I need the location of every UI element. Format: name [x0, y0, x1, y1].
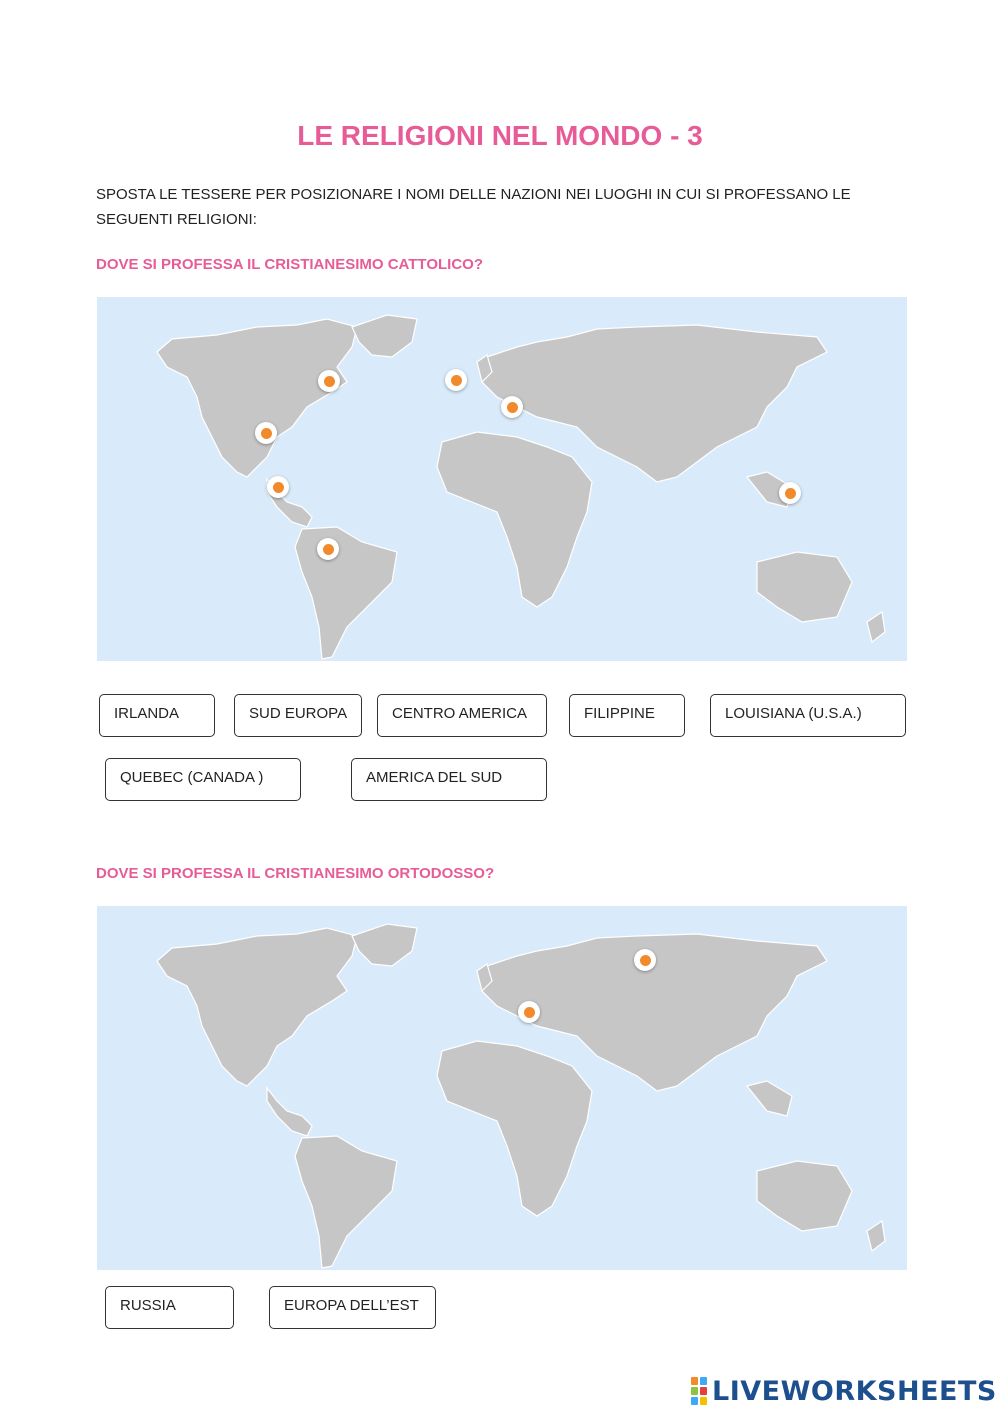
map-pin-louisiana[interactable]: [255, 422, 277, 444]
tile-irlanda[interactable]: IRLANDA: [99, 694, 215, 737]
map-pin-central-america[interactable]: [267, 476, 289, 498]
pin-dot-icon: [451, 375, 462, 386]
pin-dot-icon: [507, 402, 518, 413]
liveworksheets-logo: [690, 1374, 997, 1408]
tile-russia[interactable]: RUSSIA: [105, 1286, 234, 1329]
world-map-catholic: [97, 297, 907, 661]
pin-dot-icon: [524, 1007, 535, 1018]
map-pin-quebec[interactable]: [318, 370, 340, 392]
map-pin-eastern-europe[interactable]: [518, 1001, 540, 1023]
tile-sud-europa[interactable]: SUD EUROPA: [234, 694, 362, 737]
tile-quebec[interactable]: QUEBEC (CANADA ): [105, 758, 301, 801]
page-title: LE RELIGIONI NEL MONDO - 3: [297, 120, 703, 151]
tile-filippine[interactable]: FILIPPINE: [569, 694, 685, 737]
question-orthodox: DOVE SI PROFESSA IL CRISTIANESIMO ORTODOSSO?: [96, 865, 495, 882]
tile-centro-america[interactable]: CENTRO AMERICA: [377, 694, 547, 737]
pin-dot-icon: [324, 376, 335, 387]
world-map-image: [97, 906, 907, 1270]
liveworksheets-logo-icon: [690, 1376, 708, 1406]
pin-dot-icon: [273, 482, 284, 493]
pin-dot-icon: [640, 955, 651, 966]
map-pin-russia[interactable]: [634, 949, 656, 971]
pin-dot-icon: [323, 544, 334, 555]
world-map-orthodox: [97, 906, 907, 1270]
map-pin-ireland[interactable]: [445, 369, 467, 391]
tile-louisiana[interactable]: LOUISIANA (U.S.A.): [710, 694, 906, 737]
world-map-image: [97, 297, 907, 661]
map-pin-south-america[interactable]: [317, 538, 339, 560]
liveworksheets-logo-text: LIVEWORKSHEETS: [712, 1375, 997, 1407]
tile-america-del-sud[interactable]: AMERICA DEL SUD: [351, 758, 547, 801]
tile-europa-dell-est[interactable]: EUROPA DELL’EST: [269, 1286, 436, 1329]
question-catholic: DOVE SI PROFESSA IL CRISTIANESIMO CATTOLICO?: [96, 256, 483, 273]
map-pin-philippines[interactable]: [779, 482, 801, 504]
pin-dot-icon: [785, 488, 796, 499]
map-pin-south-europe[interactable]: [501, 396, 523, 418]
pin-dot-icon: [261, 428, 272, 439]
instructions-text: SPOSTA LE TESSERE PER POSIZIONARE I NOMI DELLE NAZIONI NEI LUOGHI IN CUI SI PROFESSANO LE SEGUENTI RELIGIONI:: [96, 186, 851, 228]
